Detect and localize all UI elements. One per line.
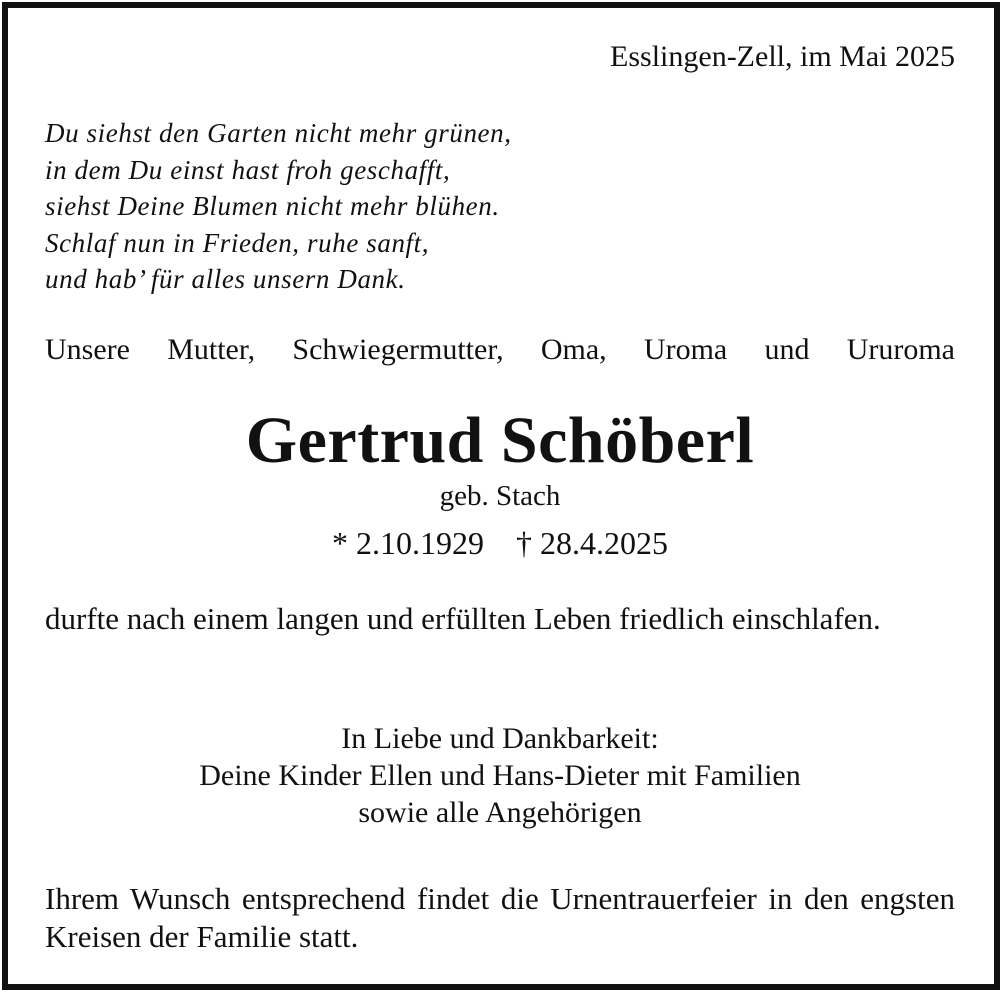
poem-line: siehst Deine Blumen nicht mehr blühen. bbox=[45, 191, 500, 221]
birth-date: * 2.10.1929 bbox=[332, 525, 484, 561]
deceased-name: Gertrud Schöberl bbox=[245, 404, 755, 477]
poem bbox=[45, 115, 512, 298]
signature-others: sowie alle Angehörigen bbox=[358, 796, 642, 829]
poem-line: in dem Du einst hast froh geschafft, bbox=[45, 154, 451, 185]
poem-line: und hab’ für alles unsern Dank. bbox=[45, 264, 406, 294]
place-date: Esslingen-Zell, im Mai 2025 bbox=[610, 40, 955, 73]
announcement-text: durfte nach einem langen und erfüllten Leben friedlich einschlafen. bbox=[45, 601, 881, 636]
life-dates bbox=[45, 525, 955, 562]
funeral-notice: Ihrem Wunsch entsprechend findet die Urnentrauerfeier in den engsten Kreisen der Familie statt. bbox=[45, 881, 955, 954]
signature-block bbox=[45, 720, 955, 831]
signature-intro: In Liebe und Dankbarkeit: bbox=[341, 722, 659, 755]
poem-line: Du siehst den Garten nicht mehr grünen, bbox=[45, 118, 512, 148]
signature-family: Deine Kinder Ellen und Hans-Dieter mit Familien bbox=[199, 759, 801, 792]
maiden-name: geb. Stach bbox=[439, 480, 561, 512]
poem-line: Schlaf nun in Frieden, ruhe sanft, bbox=[45, 227, 430, 258]
relations-line: Unsere Mutter, Schwiegermutter, Oma, Uroma und Ururoma bbox=[45, 333, 955, 366]
death-date: † 28.4.2025 bbox=[516, 525, 668, 561]
